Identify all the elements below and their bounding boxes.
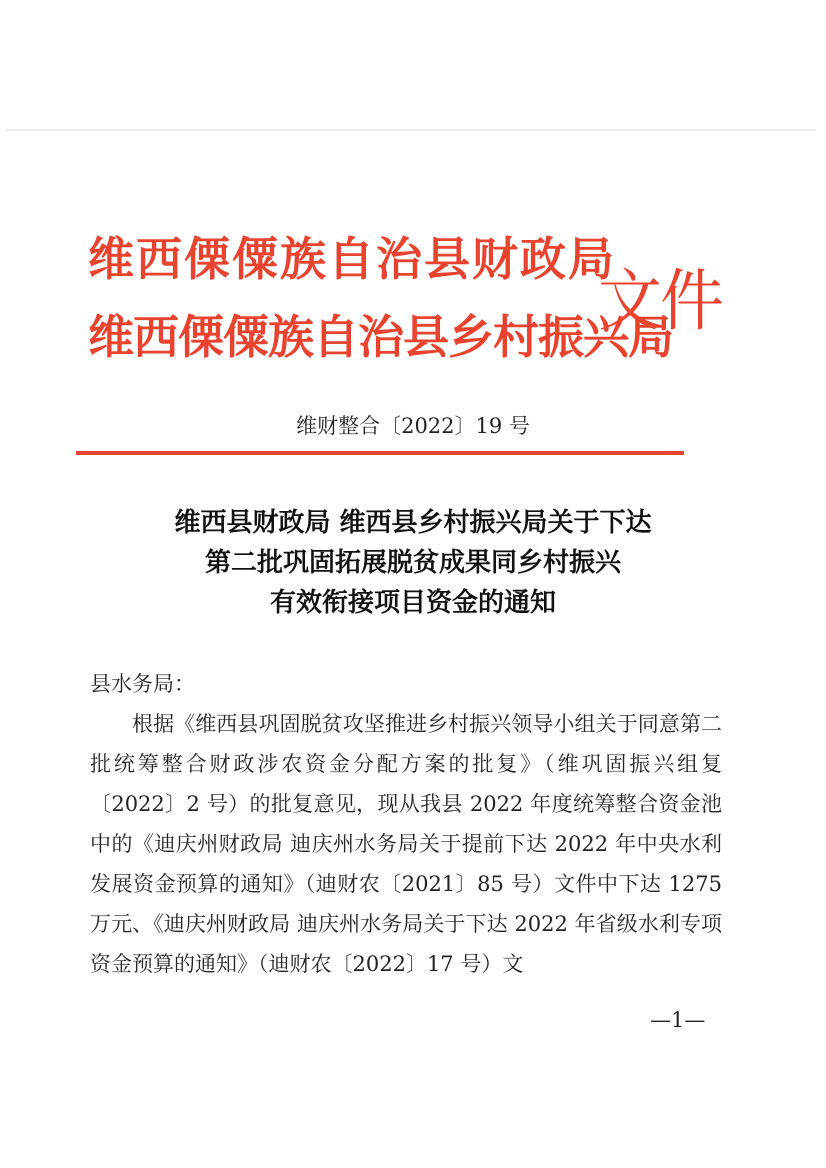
issuer-rural-revitalization-bureau: 维西傈僳族自治县乡村振兴局 xyxy=(88,310,673,364)
title-line: 维西县财政局 维西县乡村振兴局关于下达 xyxy=(174,508,652,538)
page-number: —1— xyxy=(650,1008,706,1032)
red-divider xyxy=(76,451,684,455)
title-line: 第二批巩固拓展脱贫成果同乡村振兴 xyxy=(204,548,621,578)
document-title xyxy=(0,503,826,623)
title-line: 有效衔接项目资金的通知 xyxy=(269,588,556,618)
issuer-finance-bureau: 维西傈僳族自治县财政局 xyxy=(88,232,616,286)
document-number: 维财整合〔2022〕19 号 xyxy=(296,414,530,438)
document-body xyxy=(90,664,722,984)
red-masthead xyxy=(88,222,722,372)
body-paragraph: 根据《维西县巩固脱贫攻坚推进乡村振兴领导小组关于同意第二批统筹整合财政涉农资金分配方案的批复》（维巩固振兴组复〔2022〕2 号）的批复意见，现从我县 2022 年度统筹整合资金池中的《迪庆州财政局 迪庆州水务局关于提前下达 2022 年中央水利发展资金预算的通知》（迪财农〔2021〕85 号）文件中下达 1275 万元、《迪庆州财政局 迪庆州水务局关于下达 2022 年省级水利专项资金预算的通知》（迪财农〔2022〕17 号）文 xyxy=(90,712,722,976)
scan-edge-line xyxy=(6,129,816,131)
addressee: 县水务局： xyxy=(90,672,195,696)
masthead-suffix: 文件 xyxy=(598,263,722,341)
